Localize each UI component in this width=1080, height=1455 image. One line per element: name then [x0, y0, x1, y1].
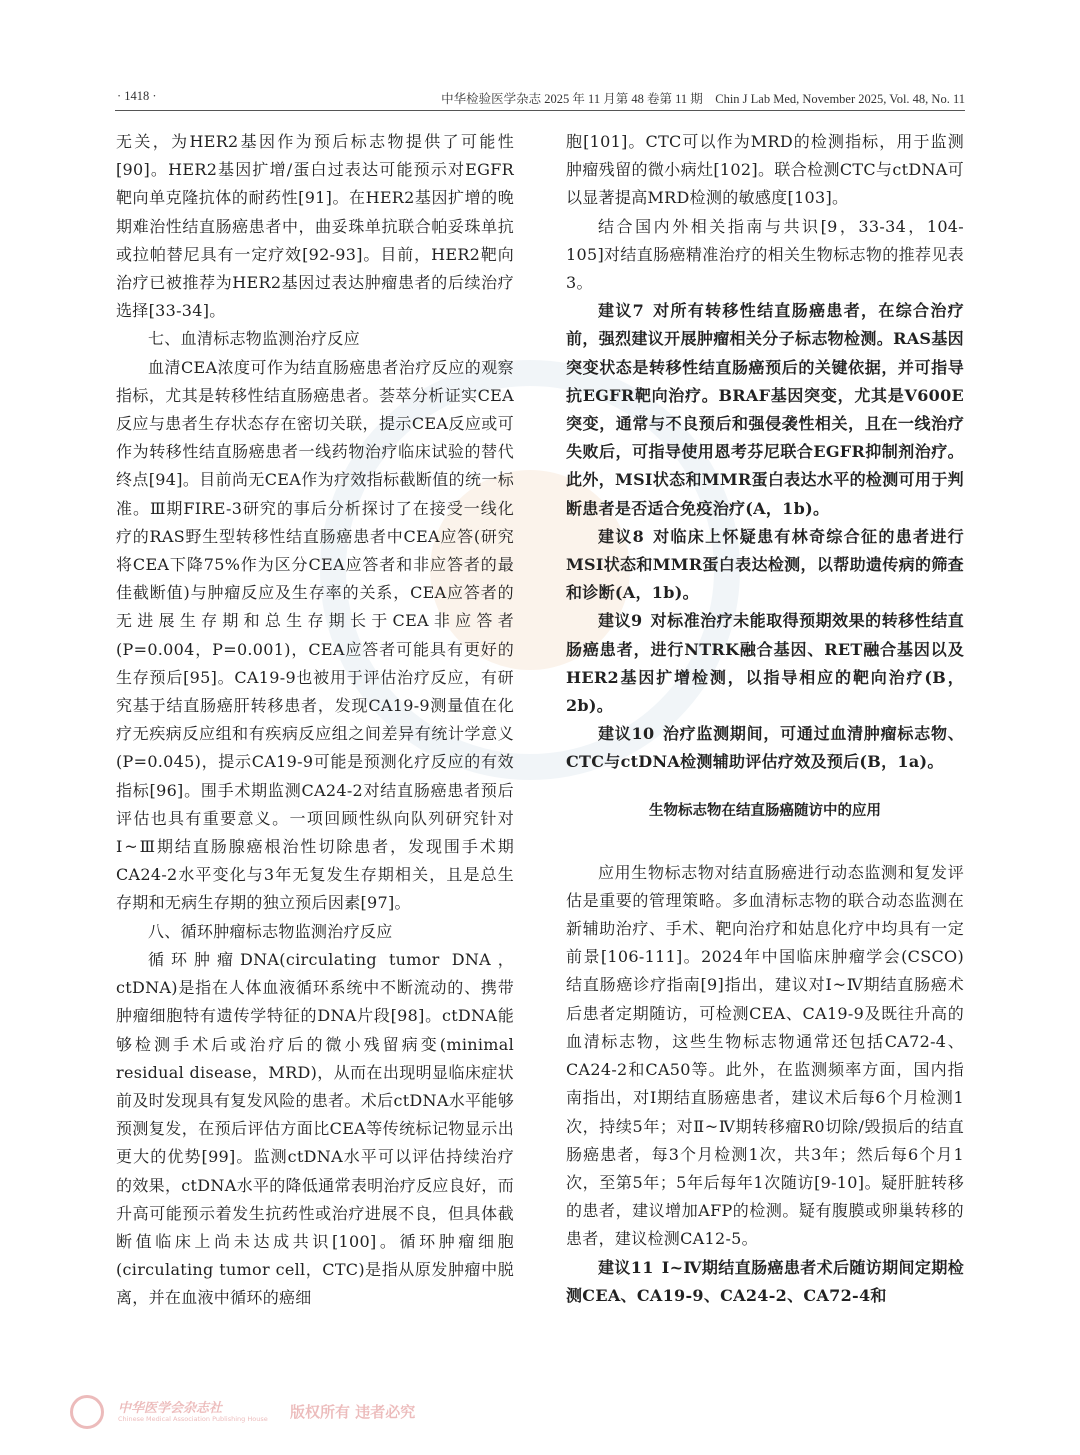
left-column [116, 128, 514, 1313]
recommendation-text: 对临床上怀疑患有林奇综合征的患者进行MSI状态和MMR蛋白表达检测，以帮助遗传病的筛查和诊断(A，1b)。 [566, 526, 964, 603]
right-column [566, 128, 964, 1310]
recommendation-text: 治疗监测期间，可通过血清肿瘤标志物、CTC与ctDNA检测辅助评估疗效及预后(B，1a)。 [566, 724, 965, 772]
recommendation-11 [566, 1254, 964, 1310]
journal-info: 中华检验医学杂志 2025 年 11 月第 48 卷第 11 期 Chin J Lab Med, November 2025, Vol. 48, No. 11 [441, 92, 965, 106]
recommendation-text: 对所有转移性结直肠癌患者，在综合治疗前，强烈建议开展肿瘤相关分子标志物检测。RAS基因突变状态是转移性结直肠癌预后的关键依据，并可指导抗EGFR靶向治疗。BRAF基因突变，尤其是V600E突变，通常与不良预后和强侵袭性相关，且在一线治疗失败后，可指导使用恩考芬尼联合EGFR抑制剂治疗。此外，MSI状态和MMR蛋白表达水平的检测可用于判断患者是否适合免疫治疗(A，1b)。 [566, 301, 964, 518]
section-heading-followup: 生物标志物在结直肠癌随访中的应用 [649, 802, 881, 819]
recommendation-10 [566, 720, 964, 776]
recommendation-label: 建议7 [598, 301, 645, 321]
recommendation-label: 建议8 [598, 526, 645, 546]
recommendation-8 [566, 523, 964, 608]
running-header [115, 86, 965, 111]
recommendation-text: Ⅰ~Ⅳ期结直肠癌患者术后随访期间定期检测CEA、CA19-9、CA24-2、CA72-4和 [566, 1257, 964, 1305]
paragraph-ctc: 胞[101]。CTC可以作为MRD的检测指标，用于监测肿瘤残留的微小病灶[102]。联合检测CTC与ctDNA可以显著提高MRD检测的敏感度[103]。 [566, 132, 964, 208]
recommendation-label: 建议10 [598, 724, 655, 744]
recommendation-9 [566, 607, 964, 720]
paragraph-her2: 无关，为HER2基因作为预后标志物提供了可能性[90]。HER2基因扩增/蛋白过表达可能预示对EGFR靶向单克隆抗体的耐药性[91]。在HER2基因扩增的晚期难治性结直肠癌患者中，曲妥珠单抗联合帕妥珠单抗或拉帕替尼具有一定疗效[92-93]。目前，HER2靶向治疗已被推荐为HER2基因过表达肿瘤患者的后续治疗选择[33-34]。 [116, 132, 514, 321]
publisher-emblem-icon [70, 1395, 104, 1429]
publisher-name: 中华医学会杂志社 [118, 1401, 223, 1416]
copyright-slogan: 版权所有 违者必究 [290, 1403, 416, 1421]
recommendation-text: 对标准治疗未能取得预期效果的转移性结直肠癌患者，进行NTRK融合基因、RET融合基因以及HER2基因扩增检测，以指导相应的靶向治疗(B，2b)。 [566, 611, 964, 716]
section-heading-8: 八、循环肿瘤标志物监测治疗反应 [148, 921, 393, 941]
paragraph-guidelines: 结合国内外相关指南与共识[9，33-34，104-105]对结直肠癌精准治疗的相关生物标志物的推荐见表3。 [566, 216, 964, 293]
section-heading-7: 七、血清标志物监测治疗反应 [148, 329, 360, 349]
paragraph-serum-markers: 血清CEA浓度可作为结直肠癌患者治疗反应的观察指标，尤其是转移性结直肠癌患者。荟萃分析证实CEA反应与患者生存状态存在密切关联，提示CEA反应或可作为转移性结直肠癌患者一线药物治疗临床试验的替代终点[94]。目前尚无CEA作为疗效指标截断值的统一标准。Ⅲ期FIRE-3研究的事后分析探讨了在接受一线化疗的RAS野生型转移性结直肠癌患者中CEA应答(研究将CEA下降75%作为区分CEA应答者和非应答者的最佳截断值)与肿瘤反应及生存率的关系，CEA应答者的无进展生存期和总生存期长于CEA非应答者(P=0.004，P=0.001)，CEA应答者可能具有更好的生存预后[95]。CA19-9也被用于评估治疗反应，有研究基于结直肠癌肝转移患者，发现CA19-9测量值在化疗无疾病反应组和有疾病反应组之间差异有统计学意义(P=0.045)，提示CA19-9可能是预测化疗反应的有效指标[96]。围手术期监测CA24-2对结直肠癌患者预后评估也具有重要意义。一项回顾性纵向队列研究针对Ⅰ~Ⅲ期结直肠腺癌根治性切除患者，发现围手术期CA24-2水平变化与3年无复发生存期相关，且是总生存期和无病生存期的独立预后因素[97]。 [116, 357, 514, 913]
publisher-logo [70, 1395, 490, 1429]
recommendation-label: 建议11 [598, 1257, 654, 1277]
publisher-name-en: Chinese Medical Association Publishing House [118, 1415, 268, 1423]
paragraph-followup: 应用生物标志物对结直肠癌进行动态监测和复发评估是重要的管理策略。多血清标志物的联合动态监测在新辅助治疗、手术、靶向治疗和姑息化疗中均具有一定前景[106-111]。2024年中国临床肿瘤学会(CSCO)结直肠癌诊疗指南[9]指出，建议对Ⅰ~Ⅳ期结直肠癌术后患者定期随访，可检测CEA、CA19-9及既往升高的血清标志物，这些生物标志物通常还包括CA72-4、CA24-2和CA50等。此外，在监测频率方面，国内指南指出，对Ⅰ期结直肠癌患者，建议术后每6个月检测1次，持续5年；对Ⅱ~Ⅳ期转移瘤R0切除/毁损后的结直肠癌患者，每3个月检测1次，共3年；然后每6个月1次，至第5年；5年后每年1次随访[9-10]。疑肝脏转移的患者，建议增加AFP的检测。疑有腹膜或卵巢转移的患者，建议检测CA12-5。 [566, 862, 964, 1249]
recommendation-7 [566, 297, 964, 523]
paragraph-ctdna: 循环肿瘤DNA(circulating tumor DNA，ctDNA)是指在人体血液循环系统中不断流动的、携带肿瘤细胞特有遗传学特征的DNA片段[98]。ctDNA能够检测手术后或治疗后的微小残留病变(minimal residual disease，MRD)，从而在出现明显临床症状前及时发现具有复发风险的患者。术后ctDNA水平能够预测复发，在预后评估方面比CEA等传统标记物显示出更大的优势[99]。监测ctDNA水平可以评估持续治疗的效果，ctDNA水平的降低通常表明治疗反应良好，而升高可能预示着发生抗药性或治疗进展不良，但具体截断值临床上尚未达成共识[100]。循环肿瘤细胞(circulating tumor cell，CTC)是指从原发肿瘤中脱离，并在血液中循环的癌细 [116, 949, 514, 1308]
page-number: · 1418 · [117, 89, 157, 103]
recommendation-label: 建议9 [598, 611, 643, 631]
